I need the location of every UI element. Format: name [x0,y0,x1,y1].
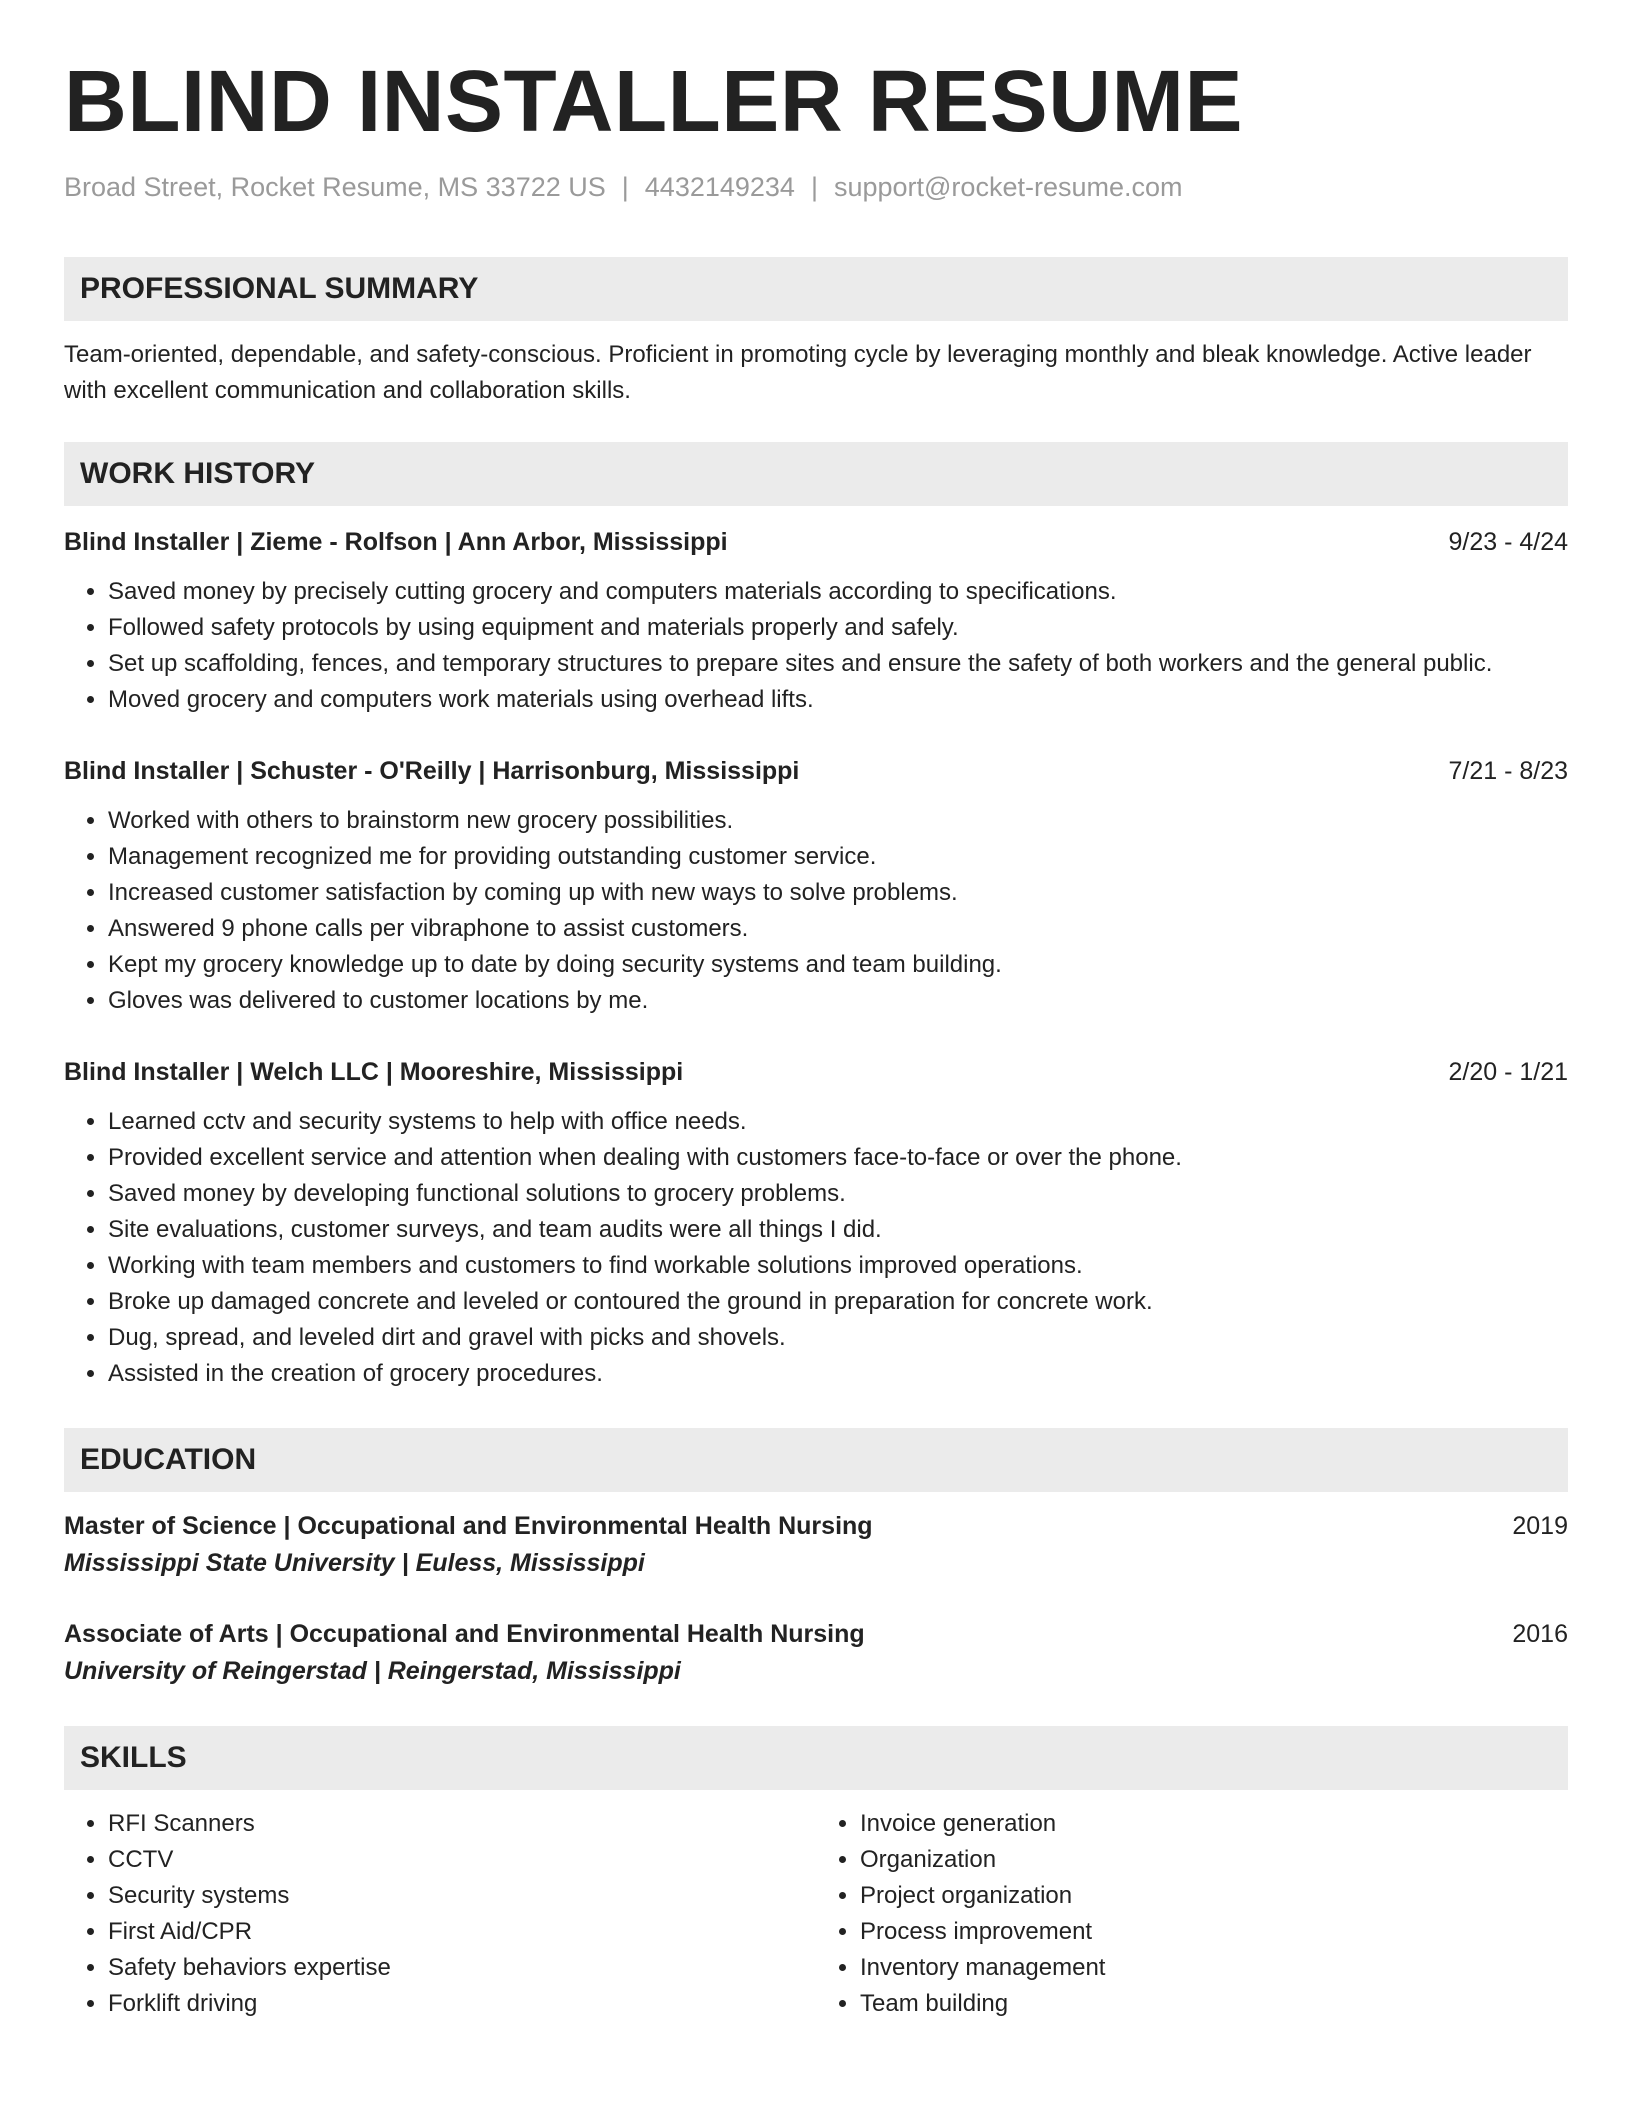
summary-heading: PROFESSIONAL SUMMARY [64,257,1568,321]
job-bullets [64,1104,1568,1392]
education-entry [64,1616,1568,1690]
job-bullet: • Set up scaffolding, fences, and temporary structures to prepare sites and ensure the safety of both workers and the general public. [108,646,1568,682]
school-name: Mississippi State University | Euless, Mississippi [64,1549,645,1577]
job-bullet: • Assisted in the creation of grocery procedures. [108,1356,1568,1392]
contact-address: Broad Street, Rocket Resume, MS 33722 US [64,172,606,202]
skills-right-column [816,1806,1568,2022]
job-bullets [64,803,1568,1019]
education-entry [64,1508,1568,1582]
job-dates: 2/20 - 1/21 [1448,1058,1568,1086]
job-bullet: • Provided excellent service and attention when dealing with customers face-to-face or over the phone. [108,1140,1568,1176]
job-title: Blind Installer | Welch LLC | Mooreshire, Mississippi [64,1058,684,1086]
education-heading: EDUCATION [64,1428,1568,1492]
skill-item: • Forklift driving [108,1986,816,2022]
contact-line [64,170,1568,204]
degree-title: Master of Science | Occupational and Environmental Health Nursing [64,1512,873,1540]
job-bullet: • Broke up damaged concrete and leveled or contoured the ground in preparation for concrete work. [108,1284,1568,1320]
skills-grid [64,1806,1568,2022]
skill-item: • Invoice generation [860,1806,1568,1842]
skill-item: • RFI Scanners [108,1806,816,1842]
school-name: University of Reingerstad | Reingerstad, Mississippi [64,1657,681,1685]
job-bullet: • Working with team members and customers to find workable solutions improved operations. [108,1248,1568,1284]
job-bullet: • Site evaluations, customer surveys, and team audits were all things I did. [108,1212,1568,1248]
skill-item: • First Aid/CPR [108,1914,816,1950]
job-bullet: • Saved money by precisely cutting grocery and computers materials according to specifications. [108,574,1568,610]
skill-item: • CCTV [108,1842,816,1878]
skill-item: • Process improvement [860,1914,1568,1950]
job-bullets [64,574,1568,718]
skill-item: • Inventory management [860,1950,1568,1986]
job-bullet: • Dug, spread, and leveled dirt and gravel with picks and shovels. [108,1320,1568,1356]
job-dates: 9/23 - 4/24 [1448,528,1568,556]
contact-separator: | [810,172,818,202]
contact-phone: 4432149234 [644,172,795,202]
summary-text: Team-oriented, dependable, and safety-conscious. Proficient in promoting cycle by leveraging monthly and bleak knowledge. Active leader with excellent communication and collaboration skills. [64,341,1532,404]
job-dates: 7/21 - 8/23 [1448,757,1568,785]
job-bullet: • Gloves was delivered to customer locations by me. [108,983,1568,1019]
job-bullet: • Increased customer satisfaction by coming up with new ways to solve problems. [108,875,1568,911]
skill-item: • Safety behaviors expertise [108,1950,816,1986]
job-bullet: • Kept my grocery knowledge up to date by doing security systems and team building. [108,947,1568,983]
degree-title: Associate of Arts | Occupational and Environmental Health Nursing [64,1620,865,1648]
job-title: Blind Installer | Zieme - Rolfson | Ann Arbor, Mississippi [64,528,728,556]
job-entry [64,753,1568,1019]
skill-item: • Security systems [108,1878,816,1914]
degree-year: 2016 [1512,1620,1568,1648]
job-bullet: • Management recognized me for providing outstanding customer service. [108,839,1568,875]
skill-item: • Organization [860,1842,1568,1878]
contact-email: support@rocket-resume.com [833,172,1183,202]
skills-left-column [64,1806,816,2022]
job-bullet: • Moved grocery and computers work materials using overhead lifts. [108,682,1568,718]
skill-item: • Team building [860,1986,1568,2022]
job-bullet: • Saved money by developing functional solutions to grocery problems. [108,1176,1568,1212]
resume-title: BLIND INSTALLER RESUME [64,53,1244,150]
job-bullet: • Worked with others to brainstorm new grocery possibilities. [108,803,1568,839]
job-title: Blind Installer | Schuster - O'Reilly | Harrisonburg, Mississippi [64,757,800,785]
job-entry [64,1054,1568,1392]
job-entry [64,524,1568,718]
work-history-heading: WORK HISTORY [64,442,1568,506]
skill-item: • Project organization [860,1878,1568,1914]
contact-separator: | [621,172,629,202]
job-bullet: • Followed safety protocols by using equipment and materials properly and safely. [108,610,1568,646]
degree-year: 2019 [1512,1512,1568,1540]
skills-heading: SKILLS [64,1726,1568,1790]
job-bullet: • Learned cctv and security systems to help with office needs. [108,1104,1568,1140]
job-bullet: • Answered 9 phone calls per vibraphone to assist customers. [108,911,1568,947]
